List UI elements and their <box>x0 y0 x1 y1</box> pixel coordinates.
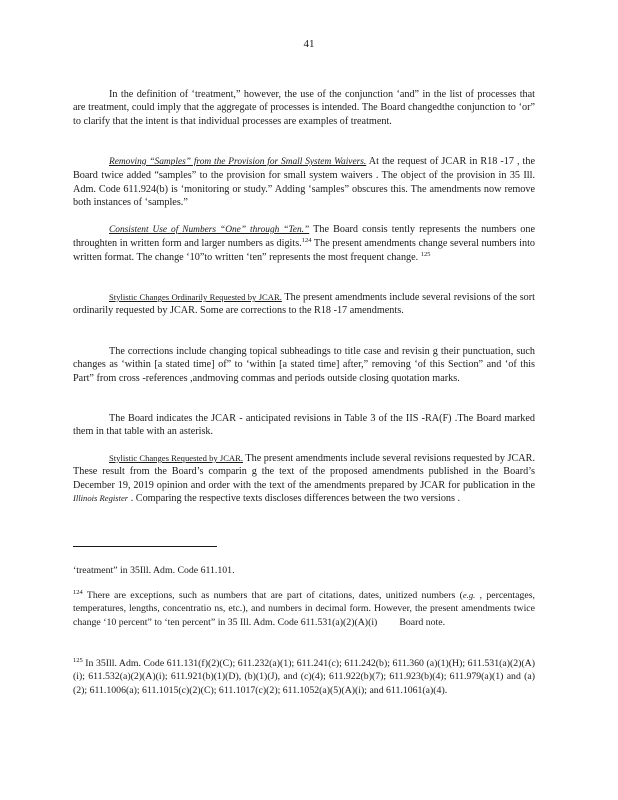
paragraph-text: The present amendments include several revisions requested by JCAR. These result from the Board’s comparin g the text of the proposed amendments published in the Board’s December 19, 2019 opinion and order with the text of the amendments prepared by JCAR for publication in the <box>73 453 536 491</box>
paragraph-text: In the definition of ‘treatment,” however, the use of the conjunction ‘and” in the list of processes that are treatment, could imply that the aggregate of processes is intended. The Board changedthe conjunction to ‘or” to clarify that the intent is that individual processes are examples of treatment. <box>73 89 535 127</box>
footnote-italic: e.g. <box>462 590 476 600</box>
footnote-ref-124: 124 <box>301 237 312 245</box>
paragraph-stylistic-requested <box>73 452 535 505</box>
footnote-text: , percentages, temperatures, lengths, concentratio ns, etc.), and numbers in decimal form. However, the present amendments twice change ‘10 percent” to ‘ten percent” in 35 Ill. Adm. Code 611.531(a)(2)(A)(i) <box>73 590 536 628</box>
paragraph-text: The Board indicates the JCAR - anticipated revisions in Table 3 of the IIS -RA(F) .The Board marked them in that table with an asterisk. <box>73 413 535 438</box>
footnote-separator <box>73 546 217 547</box>
footnote-number: 124 <box>73 589 83 596</box>
footnote-ref-125: 125 <box>420 250 431 258</box>
paragraph-text: The present amendments include several revisions of the sort ordinarily requested by JCAR. Some are corrections to the R18 -17 amendments. <box>73 292 535 317</box>
paragraph-corrections <box>73 345 535 385</box>
paragraph-jcar-table <box>73 412 535 439</box>
page-number: 41 <box>303 38 315 50</box>
footnote-text: In 35Ill. Adm. Code 611.131(f)(2)(C); 611.232(a)(1); 611.241(c); 611.242(b); 611.360 (a)(1)(H); 611.531(a)(2)(A)(i); 611.532(a)(2)(A)(i); 611.921(b)(1)(D), (b)(1)(J), and (c)(4); 611.922(b)(7); 611.923(b)(4); 611.979(a)(1) and (a)(2); 611.1006(a); 611.1015(c)(2)(C); 611.1017(c)(2); 611.1052(a)(5)(A)(i); and 611.1061(a)(4). <box>73 658 535 696</box>
footnote-125 <box>73 657 535 697</box>
footnote-continuation <box>73 564 535 577</box>
paragraph-consistent-numbers <box>73 223 535 264</box>
footnote-text: Board note. <box>399 616 446 628</box>
footnote-number: 125 <box>73 657 83 664</box>
section-heading: Stylistic Changes Requested by JCAR. <box>109 453 244 463</box>
paragraph-stylistic-ordinary <box>73 291 535 318</box>
footnote-text: ‘treatment” in 35Ill. Adm. Code 611.101. <box>73 565 235 576</box>
paragraph-removing-samples <box>73 155 535 209</box>
footnote-124 <box>73 589 535 629</box>
paragraph-text: . Comparing the respective texts discloses differences between the two versions . <box>128 492 461 504</box>
paragraph-text: The corrections include changing topical subheadings to title case and revisin g their punctuation, such changes as ‘within [a stated time] of” to ‘within [a stated time] after,” removing ‘of this Section” and ‘of this Part” from cross -references ,andmoving commas and periods outside closing quotation marks. <box>73 346 535 384</box>
footnote-text: There are exceptions, such as numbers that are part of citations, dates, unitized numbers ( <box>82 590 463 601</box>
publication-title: Illinois Register <box>73 492 129 503</box>
section-heading: Removing “Samples” from the Provision for Small System Waivers. <box>109 157 367 167</box>
section-heading: Consistent Use of Numbers “One” through “Ten.” <box>109 225 310 235</box>
paragraph-treatment-conjunction <box>73 88 535 128</box>
paragraph-text: The present amendments change several numbers into written format. The change ‘10”to written ‘ten” represents the most frequent change. <box>73 238 535 263</box>
paragraph-text: At the request of JCAR in R18 -17 , the Board twice added “samples” to the provision for small system waivers . The object of the provision in 35 Ill. Adm. Code 611.924(b) is ‘monitoring or study.” Adding ‘samples” obscures this. The amendments now remove both instances of ‘samples.” <box>73 156 535 208</box>
section-heading: Stylistic Changes Ordinarily Requested by JCAR. <box>109 292 282 302</box>
paragraph-text: The Board consis tently represents the numbers one throughten in written form and larger numbers as digits. <box>73 224 535 250</box>
